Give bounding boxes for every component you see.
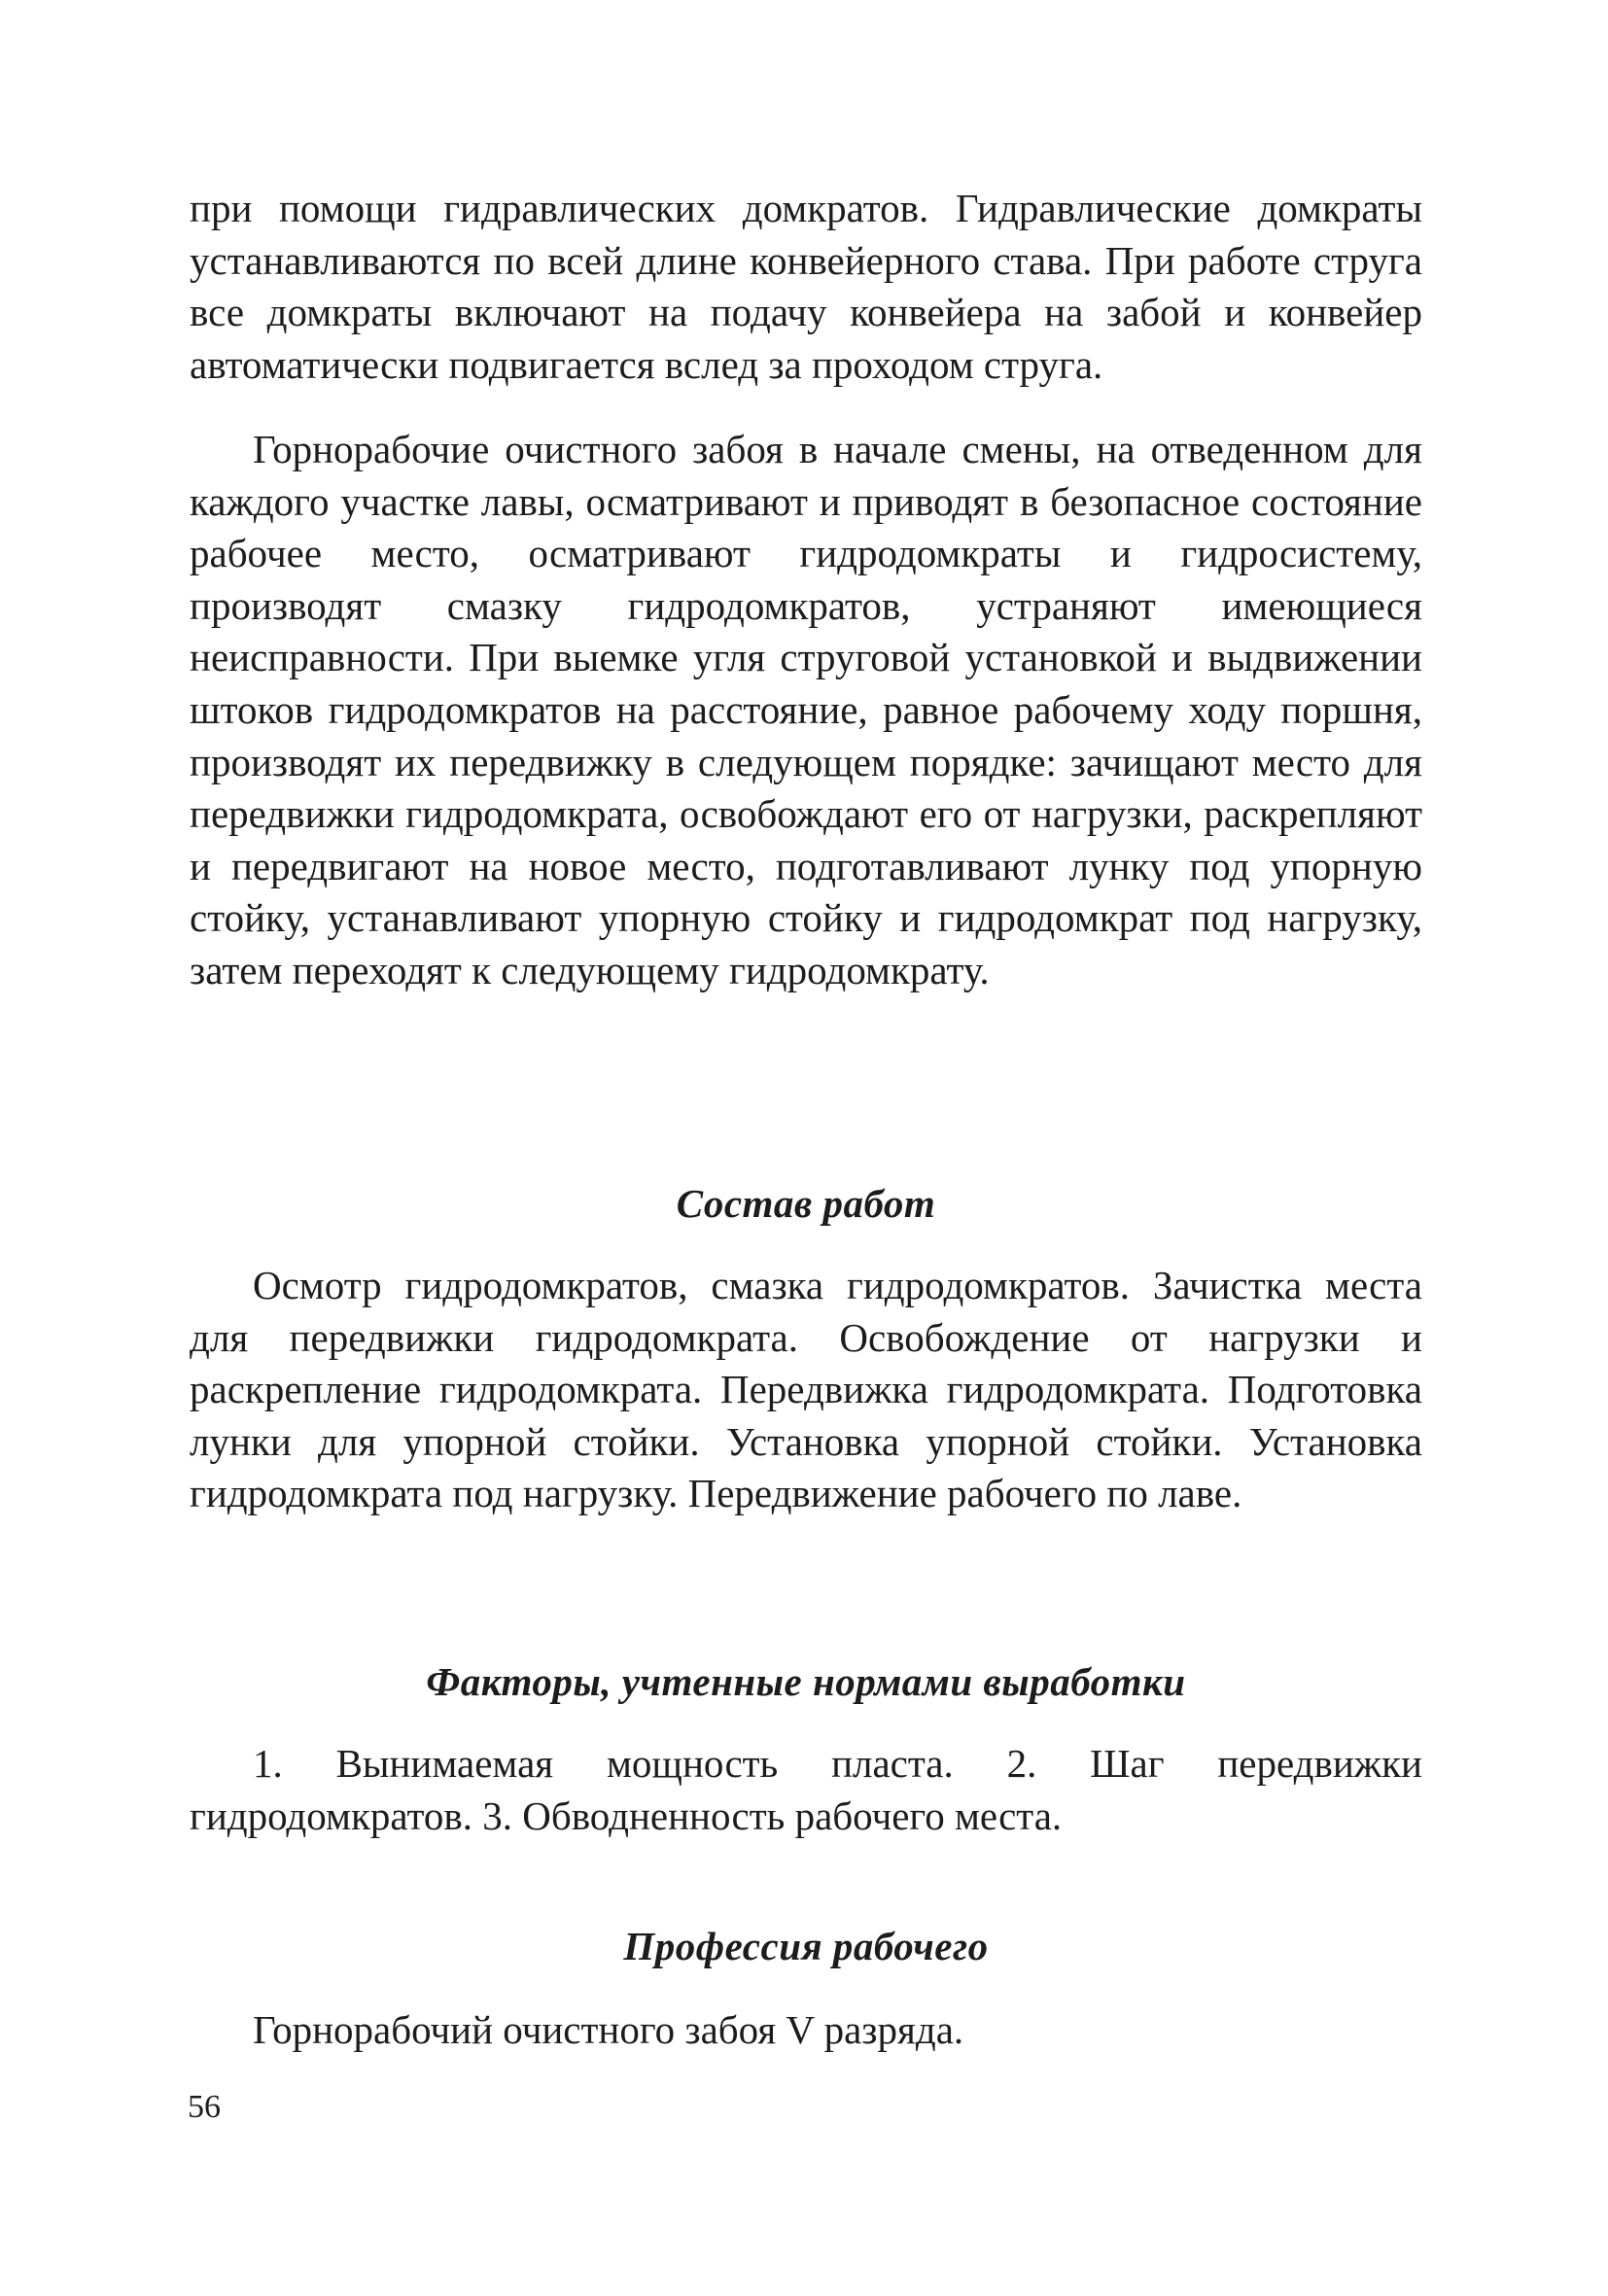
- page-number: 56: [188, 2089, 221, 2125]
- paragraph-continuation: [190, 183, 1422, 391]
- paragraph-composition-text: Осмотр гидродомкратов, смазка гидродомкратов. Зачистка места для передвижки гидродомкрата. Освобождение от нагрузки и раскрепление гидродомкрата. Передвижка гидродомкрата. Подготовка лунки для упорной стойки. Установка упорной стойки. Установка гидродомкрата под нагрузку. Передвижение рабочего по лаве.: [190, 1263, 1422, 1516]
- paragraph-work-procedure: [190, 424, 1422, 997]
- paragraph-factors-text: 1. Вынимаемая мощность пласта. 2. Шаг передвижки гидродомкратов. 3. Обводненность рабочего места.: [190, 1741, 1422, 1838]
- paragraph-profession: [190, 2004, 1422, 2057]
- paragraph-continuation-text: при помощи гидравлических домкратов. Гидравлические домкраты устанавливаются по всей длине конвейерного става. При работе струга все домкраты включают на подачу конвейера на забой и конвейер автоматически подвигается вслед за проходом струга.: [190, 186, 1422, 387]
- paragraph-factors: [190, 1738, 1422, 1842]
- heading-profession: Профессия рабочего: [623, 1924, 989, 1968]
- heading-factors: Факторы, учтенные нормами выработки: [426, 1659, 1186, 1704]
- heading-composition: Состав работ: [676, 1181, 936, 1226]
- paragraph-composition: [190, 1260, 1422, 1520]
- paragraph-work-procedure-text: Горнорабочие очистного забоя в начале смены, на отведенном для каждого участке лавы, осматривают и приводят в безопасное состояние рабочее место, осматривают гидродомкраты и гидросистему, производят смазку гидродомкратов, устраняют имеющиеся неисправности. При выемке угля струговой установкой и выдвижении штоков гидродомкратов на расстояние, равное рабочему ходу поршня, производят их передвижку в следующем порядке: зачищают место для передвижки гидродомкрата, освобождают его от нагрузки, раскрепляют и передвигают на новое место, подготавливают лунку под упорную стойку, устанавливают упорную стойку и гидродомкрат под нагрузку, затем переходят к следующему гидродомкрату.: [190, 427, 1422, 992]
- paragraph-profession-text: Горнорабочий очистного забоя V разряда.: [253, 2007, 964, 2052]
